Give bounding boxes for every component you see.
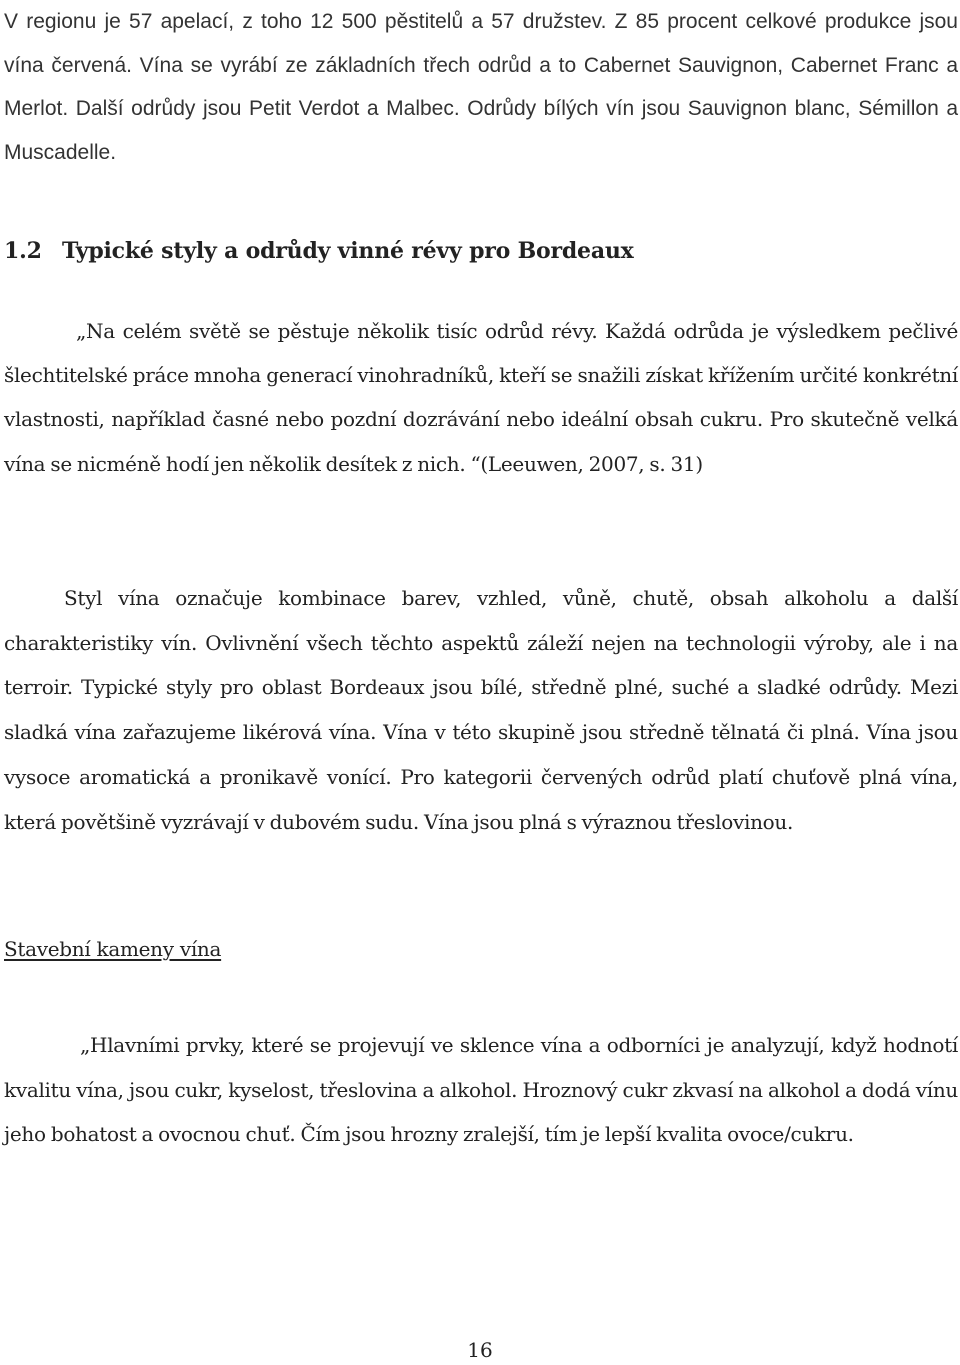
- page-number: 16: [467, 1338, 493, 1362]
- section-heading: [4, 238, 634, 264]
- building-blocks-paragraph: „Hlavními prvky, které se projevují ve sklence vína a odborníci je analyzují, když hodnotí kvalitu vína, jsou cukr, kyselost, třeslovina a alkohol. Hroznový cukr zkvasí na alkohol a dodá vínu jeho bohatost a ovocnou chuť. Čím jsou hrozny zralejší, tím je lepší kvalita ovoce/cukru.: [4, 1033, 958, 1147]
- subheading-building-blocks: Stavební kameny vína: [4, 937, 222, 961]
- section-title: Typické styly a odrůdy vinné révy pro Bordeaux: [62, 238, 634, 264]
- quote-paragraph: „Na celém světě se pěstuje několik tisíc odrůd révy. Každá odrůda je výsledkem pečlivé šlechtitelské práce mnoha generací vinohradníků, kteří se snažili získat křížením určité konkrétní vlastnosti, například časné nebo pozdní dozrávání nebo ideální obsah cukru. Pro skutečně velká vína se nicméně hodí jen několik desítek z nich. “(Leeuwen, 2007, s. 31): [4, 319, 958, 476]
- section-number: 1.2: [4, 238, 42, 264]
- style-paragraph: Styl vína označuje kombinace barev, vzhled, vůně, chutě, obsah alkoholu a další charakteristiky vín. Ovlivnění všech těchto aspektů záleží nejen na technologii výroby, ale i na terroir. Typické styly pro oblast Bordeaux jsou bílé, středně plné, suché a sladké odrůdy. Mezi sladká vína zařazujeme likérová vína. Vína v této skupině jsou středně tělnatá či plná. Vína jsou vysoce aromatická a pronikavě vonící. Pro kategorii červených odrůd platí chuťově plná vína, která povětšině vyzrávají v dubovém sudu. Vína jsou plná s výraznou třeslovinou.: [4, 586, 958, 834]
- intro-paragraph: V regionu je 57 apelací, z toho 12 500 pěstitelů a 57 družstev. Z 85 procent celkové produkce jsou vína červená. Vína se vyrábí ze základních třech odrůd a to Cabernet Sauvignon, Cabernet Franc a Merlot. Další odrůdy jsou Petit Verdot a Malbec. Odrůdy bílých vín jsou Sauvignon blanc, Sémillon a Muscadelle.: [4, 10, 958, 164]
